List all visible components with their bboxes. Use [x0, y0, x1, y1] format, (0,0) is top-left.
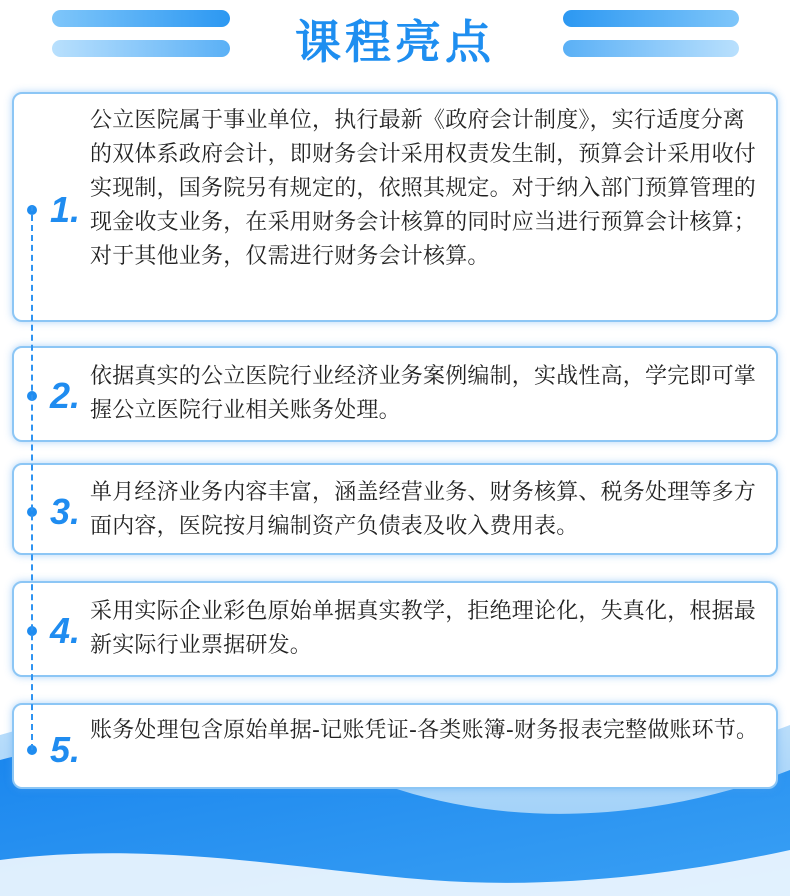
page-title: 课程亮点: [295, 15, 495, 69]
highlight-number: 2.: [50, 375, 81, 416]
highlight-number: 3.: [50, 491, 81, 532]
highlight-text: 采用实际企业彩色原始单据真实教学，拒绝理论化，失真化，根据最新实际行业票据研发。: [90, 599, 757, 658]
highlight-card-1: [12, 92, 778, 322]
header: [0, 0, 790, 90]
highlight-card-5: [12, 703, 778, 789]
highlight-text: 单月经济业务内容丰富，涵盖经营业务、财务核算、税务处理等多方面内容，医院按月编制资产负债表及收入费用表。: [90, 480, 757, 539]
highlight-text: 依据真实的公立医院行业经济业务案例编制，实战性高，学完即可掌握公立医院行业相关账务处理。: [90, 364, 757, 423]
highlight-card-4: [12, 581, 778, 677]
timeline-dashed-line: [31, 205, 33, 750]
highlight-number: 5.: [50, 729, 81, 770]
highlight-text: 账务处理包含原始单据-记账凭证-各类账簿-财务报表完整做账环节。: [90, 718, 759, 743]
highlight-card-3: [12, 463, 778, 555]
highlight-text: 公立医院属于事业单位，执行最新《政府会计制度》，实行适度分离的双体系政府会计，即财务会计采用权责发生制，预算会计采用收付实现制，国务院另有规定的，依照其规定。对于纳入部门预算管理的现金收支业务，在采用财务会计核算的同时应当进行预算会计核算；对于其他业务，仅需进行财务会计核算。: [90, 108, 757, 269]
highlight-card-2: [12, 346, 778, 442]
highlight-number: 1.: [50, 189, 81, 230]
highlight-number: 4.: [50, 610, 81, 651]
